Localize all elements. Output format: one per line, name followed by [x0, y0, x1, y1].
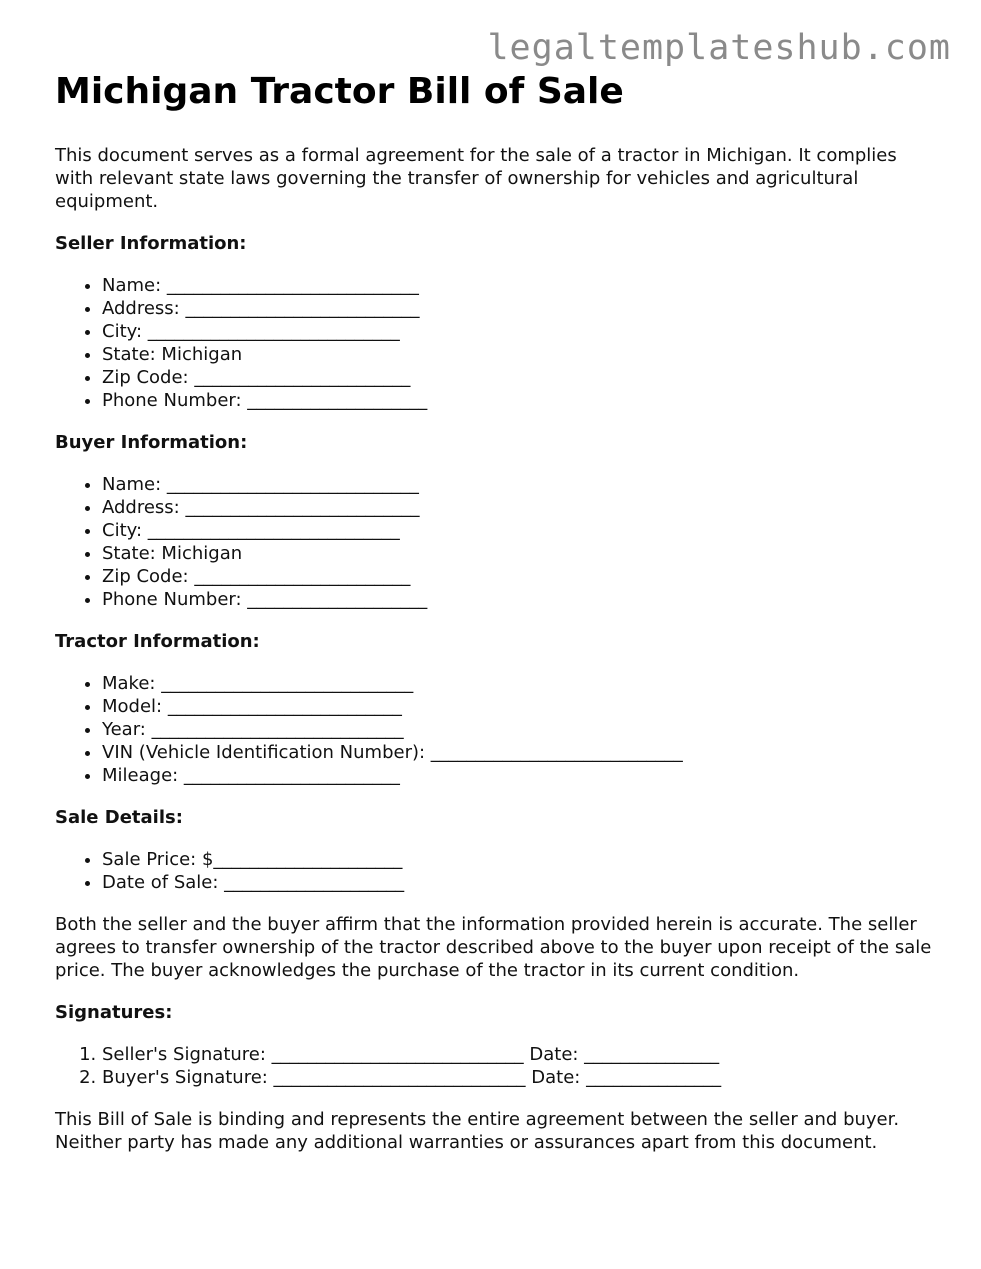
- buyer-address-field: • Address: __________________________: [102, 496, 935, 519]
- closing-paragraph: This Bill of Sale is binding and represents the entire agreement between the seller and buyer. Neither party has made any additional warranties or assurances apart from this document.: [55, 1109, 900, 1153]
- buyer-state-field: • State: Michigan: [102, 542, 935, 565]
- affirmation-paragraph: Both the seller and the buyer affirm that the information provided herein is accurate. The seller agrees to transfer ownership of the tractor described above to the buyer upon receipt of the sale price. The buyer acknowledges the purchase of the tractor in its current condition.: [55, 914, 932, 981]
- seller-zip-field: • Zip Code: ________________________: [102, 366, 935, 389]
- tractor-model-field: • Model: __________________________: [102, 695, 935, 718]
- page-title: Michigan Tractor Bill of Sale: [55, 71, 624, 112]
- seller-address-field: • Address: __________________________: [102, 297, 935, 320]
- buyer-city-field: • City: ____________________________: [102, 519, 935, 542]
- watermark: legaltemplateshub.com: [487, 28, 951, 68]
- tractor-mileage-field: • Mileage: ________________________: [102, 764, 935, 787]
- seller-heading: Seller Information:: [55, 233, 247, 254]
- buyer-list: [55, 473, 935, 611]
- sale-list: [55, 848, 935, 894]
- sale-date-field: • Date of Sale: ____________________: [102, 871, 935, 894]
- seller-phone-field: • Phone Number: ____________________: [102, 389, 935, 412]
- tractor-list: [55, 672, 935, 787]
- tractor-make-field: • Make: ____________________________: [102, 672, 935, 695]
- seller-signature-line: 1. Seller's Signature: ____________________________ Date: _______________: [102, 1043, 935, 1066]
- buyer-signature-line: 2. Buyer's Signature: ____________________________ Date: _______________: [102, 1066, 935, 1089]
- seller-city-field: • City: ____________________________: [102, 320, 935, 343]
- document-body: [55, 68, 935, 1173]
- buyer-name-field: • Name: ____________________________: [102, 473, 935, 496]
- sale-heading: Sale Details:: [55, 807, 183, 828]
- sale-price-field: • Sale Price: $_____________________: [102, 848, 935, 871]
- buyer-heading: Buyer Information:: [55, 432, 248, 453]
- buyer-zip-field: • Zip Code: ________________________: [102, 565, 935, 588]
- tractor-vin-field: • VIN (Vehicle Identification Number): ____________________________: [102, 741, 935, 764]
- tractor-year-field: • Year: ____________________________: [102, 718, 935, 741]
- signatures-heading: Signatures:: [55, 1002, 173, 1023]
- seller-state-field: • State: Michigan: [102, 343, 935, 366]
- seller-list: [55, 274, 935, 412]
- intro-paragraph: This document serves as a formal agreement for the sale of a tractor in Michigan. It complies with relevant state laws governing the transfer of ownership for vehicles and agricultural equipment.: [55, 145, 897, 212]
- tractor-heading: Tractor Information:: [55, 631, 260, 652]
- buyer-phone-field: • Phone Number: ____________________: [102, 588, 935, 611]
- seller-name-field: • Name: ____________________________: [102, 274, 935, 297]
- signatures-list: [55, 1043, 935, 1089]
